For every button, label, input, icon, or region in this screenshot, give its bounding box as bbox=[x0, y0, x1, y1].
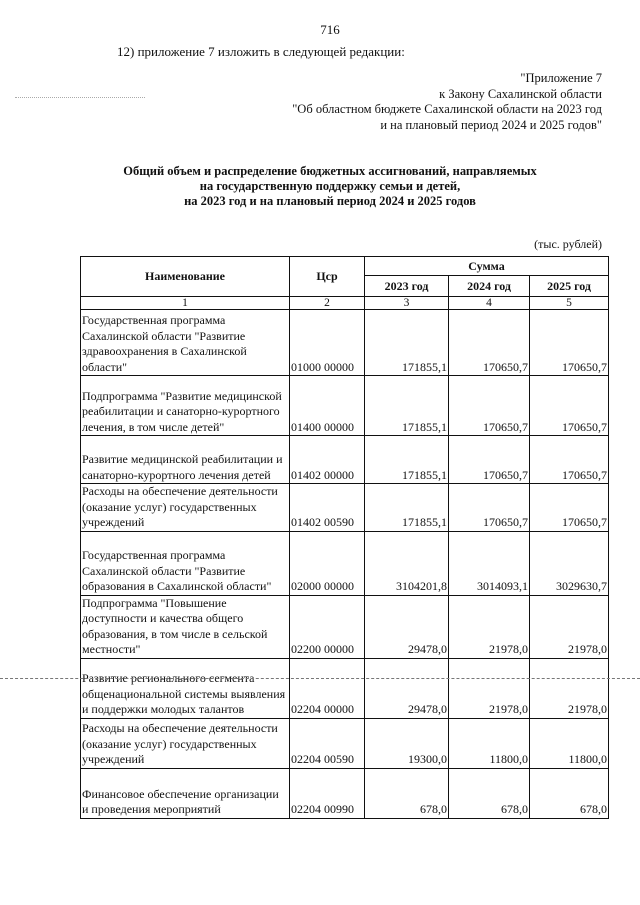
row-code: 01000 00000 bbox=[290, 310, 365, 376]
header-year-2023: 2023 год bbox=[365, 276, 449, 297]
row-value-2024: 678,0 bbox=[449, 768, 530, 818]
row-name: Расходы на обеспечение деятельности (оказание услуг) государственных учреждений bbox=[81, 718, 290, 768]
row-value-2025: 170650,7 bbox=[530, 310, 609, 376]
table-row bbox=[81, 310, 609, 376]
row-code: 02204 00990 bbox=[290, 768, 365, 818]
row-value-2024: 3014093,1 bbox=[449, 531, 530, 595]
appendix-line: "Об областном бюджете Сахалинской области на 2023 год bbox=[292, 102, 602, 116]
row-name: Расходы на обеспечение деятельности (оказание услуг) государственных учреждений bbox=[81, 484, 290, 532]
column-number: 5 bbox=[530, 297, 609, 310]
table-row bbox=[81, 531, 609, 595]
header-code: Цср bbox=[290, 257, 365, 297]
row-value-2024: 170650,7 bbox=[449, 376, 530, 436]
document-title bbox=[90, 164, 570, 209]
header-year-2024: 2024 год bbox=[449, 276, 530, 297]
table-row bbox=[81, 768, 609, 818]
row-value-2025: 170650,7 bbox=[530, 376, 609, 436]
row-value-2025: 3029630,7 bbox=[530, 531, 609, 595]
row-code: 01402 00590 bbox=[290, 484, 365, 532]
table-row bbox=[81, 376, 609, 436]
row-value-2023: 171855,1 bbox=[365, 310, 449, 376]
row-name: Государственная программа Сахалинской области "Развитие здравоохранения в Сахалинской области" bbox=[81, 310, 290, 376]
budget-table bbox=[80, 256, 609, 819]
header-sum: Сумма bbox=[365, 257, 609, 276]
row-value-2023: 29478,0 bbox=[365, 595, 449, 658]
row-name: Подпрограмма "Развитие медицинской реабилитации и санаторно-курортного лечения, в том числе детей" bbox=[81, 376, 290, 436]
appendix-line: и на плановый период 2024 и 2025 годов" bbox=[380, 117, 602, 132]
row-value-2023: 3104201,8 bbox=[365, 531, 449, 595]
appendix-line: к Закону Сахалинской области bbox=[439, 86, 602, 101]
row-name: Финансовое обеспечение организации и проведения мероприятий bbox=[81, 768, 290, 818]
row-value-2023: 19300,0 bbox=[365, 718, 449, 768]
row-name: Подпрограмма "Повышение доступности и качества общего образования, в том числе в сельской местности" bbox=[81, 595, 290, 658]
table-row bbox=[81, 658, 609, 718]
table-row bbox=[81, 595, 609, 658]
row-name: Государственная программа Сахалинской области "Развитие образования в Сахалинской области" bbox=[81, 531, 290, 595]
table-row bbox=[81, 718, 609, 768]
row-value-2025: 21978,0 bbox=[530, 658, 609, 718]
column-number: 1 bbox=[81, 297, 290, 310]
row-name: Развитие регионального сегмента общенациональной системы выявления и поддержки молодых талантов bbox=[81, 658, 290, 718]
scan-artifact-line bbox=[0, 678, 640, 679]
column-number: 3 bbox=[365, 297, 449, 310]
row-code: 02000 00000 bbox=[290, 531, 365, 595]
row-value-2024: 170650,7 bbox=[449, 484, 530, 532]
row-value-2023: 171855,1 bbox=[365, 376, 449, 436]
row-value-2025: 11800,0 bbox=[530, 718, 609, 768]
table-row bbox=[81, 436, 609, 484]
row-code: 02200 00000 bbox=[290, 595, 365, 658]
amendment-intro: 12) приложение 7 изложить в следующей редакции: bbox=[117, 44, 405, 59]
appendix-header bbox=[242, 71, 602, 133]
row-value-2025: 678,0 bbox=[530, 768, 609, 818]
column-number: 4 bbox=[449, 297, 530, 310]
row-value-2023: 29478,0 bbox=[365, 658, 449, 718]
title-line: Общий объем и распределение бюджетных ассигнований, направляемых bbox=[123, 164, 537, 178]
table-row bbox=[81, 484, 609, 532]
header-name: Наименование bbox=[81, 257, 290, 297]
row-value-2025: 170650,7 bbox=[530, 436, 609, 484]
column-number: 2 bbox=[290, 297, 365, 310]
header-year-2025: 2025 год bbox=[530, 276, 609, 297]
scan-artifact-line bbox=[15, 97, 145, 98]
title-line: на 2023 год и на плановый период 2024 и 2025 годов bbox=[184, 194, 476, 208]
row-value-2025: 21978,0 bbox=[530, 595, 609, 658]
row-value-2023: 171855,1 bbox=[365, 436, 449, 484]
row-value-2025: 170650,7 bbox=[530, 484, 609, 532]
row-value-2024: 21978,0 bbox=[449, 595, 530, 658]
appendix-line: "Приложение 7 bbox=[520, 71, 602, 85]
row-code: 01400 00000 bbox=[290, 376, 365, 436]
units-label: (тыс. рублей) bbox=[534, 237, 602, 251]
row-value-2024: 21978,0 bbox=[449, 658, 530, 718]
row-value-2023: 678,0 bbox=[365, 768, 449, 818]
page-number: 716 bbox=[320, 22, 340, 37]
row-name: Развитие медицинской реабилитации и санаторно-курортного лечения детей bbox=[81, 436, 290, 484]
row-value-2024: 170650,7 bbox=[449, 310, 530, 376]
row-code: 02204 00000 bbox=[290, 658, 365, 718]
row-code: 01402 00000 bbox=[290, 436, 365, 484]
row-value-2024: 170650,7 bbox=[449, 436, 530, 484]
row-value-2024: 11800,0 bbox=[449, 718, 530, 768]
row-code: 02204 00590 bbox=[290, 718, 365, 768]
column-number-row bbox=[81, 297, 609, 310]
row-value-2023: 171855,1 bbox=[365, 484, 449, 532]
title-line: на государственную поддержку семьи и детей, bbox=[199, 179, 461, 193]
